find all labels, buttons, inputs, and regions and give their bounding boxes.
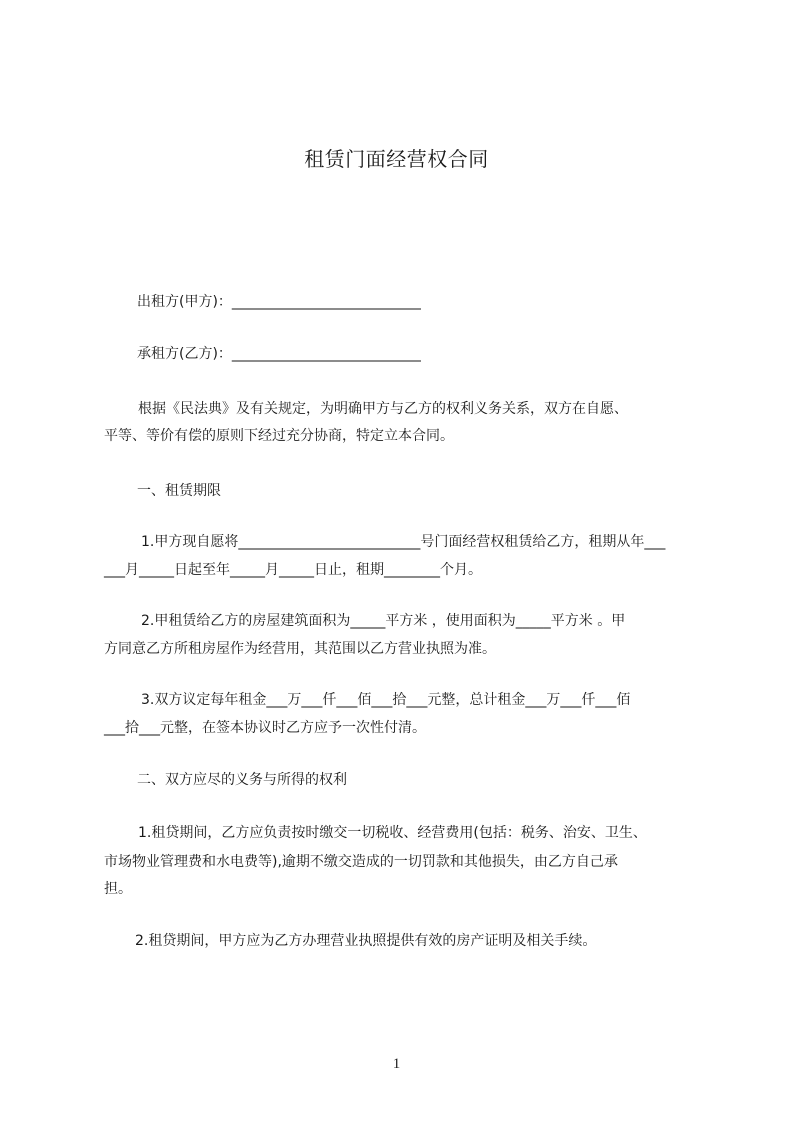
clause-1-3-line-2: ___拾___元整，在签本协议时乙方应予一次性付清。 [104, 720, 426, 736]
clause-1-1-line-2: ___月_____日起至年_____月_____日止，租期________个月。 [104, 562, 482, 578]
clause-2-1-line-3: 担。 [104, 881, 132, 897]
party-a-line: 出租方(甲方)：___________________________ [137, 294, 421, 310]
clause-1-2-line-2: 方同意乙方所租房屋作为经营用，其范围以乙方营业执照为准。 [104, 641, 496, 657]
clause-2-2-line: 2.租贷期间，甲方应为乙方办理营业执照提供有效的房产证明及相关手续。 [135, 933, 597, 949]
intro-line-1: 根据《民法典》及有关规定，为明确甲方与乙方的权利义务关系，双方在自愿、 [138, 401, 628, 417]
party-b-line: 承租方(乙方)：___________________________ [137, 346, 421, 362]
clause-1-1-line-1: 1.甲方现自愿将__________________________号门面经营权租赁给乙方，租期从年___ [141, 534, 666, 550]
clause-2-1-line-1: 1.租贷期间，乙方应负责按时缴交一切税收、经营费用(包括：税务、治安、卫生、 [138, 825, 647, 841]
section-2-heading: 二、双方应尽的义务与所得的权利 [137, 772, 347, 788]
page-title: 租赁门面经营权合同 [304, 147, 489, 171]
clause-1-3-line-1: 3.双方议定每年租金___万___仟___佰___拾___元整，总计租金___万___仟___佰 [141, 692, 631, 708]
section-1-heading: 一、租赁期限 [137, 483, 221, 499]
page-number: 1 [392, 1056, 401, 1072]
intro-line-2: 平等、等价有偿的原则下经过充分协商，特定立本合同。 [104, 428, 454, 444]
clause-2-1-line-2: 市场物业管理费和水电费等),逾期不缴交造成的一切罚款和其他损失，由乙方自己承 [104, 854, 618, 870]
clause-1-2-line-1: 2.甲租赁给乙方的房屋建筑面积为_____平方米 ，使用面积为_____平方米 。甲 [141, 613, 626, 629]
